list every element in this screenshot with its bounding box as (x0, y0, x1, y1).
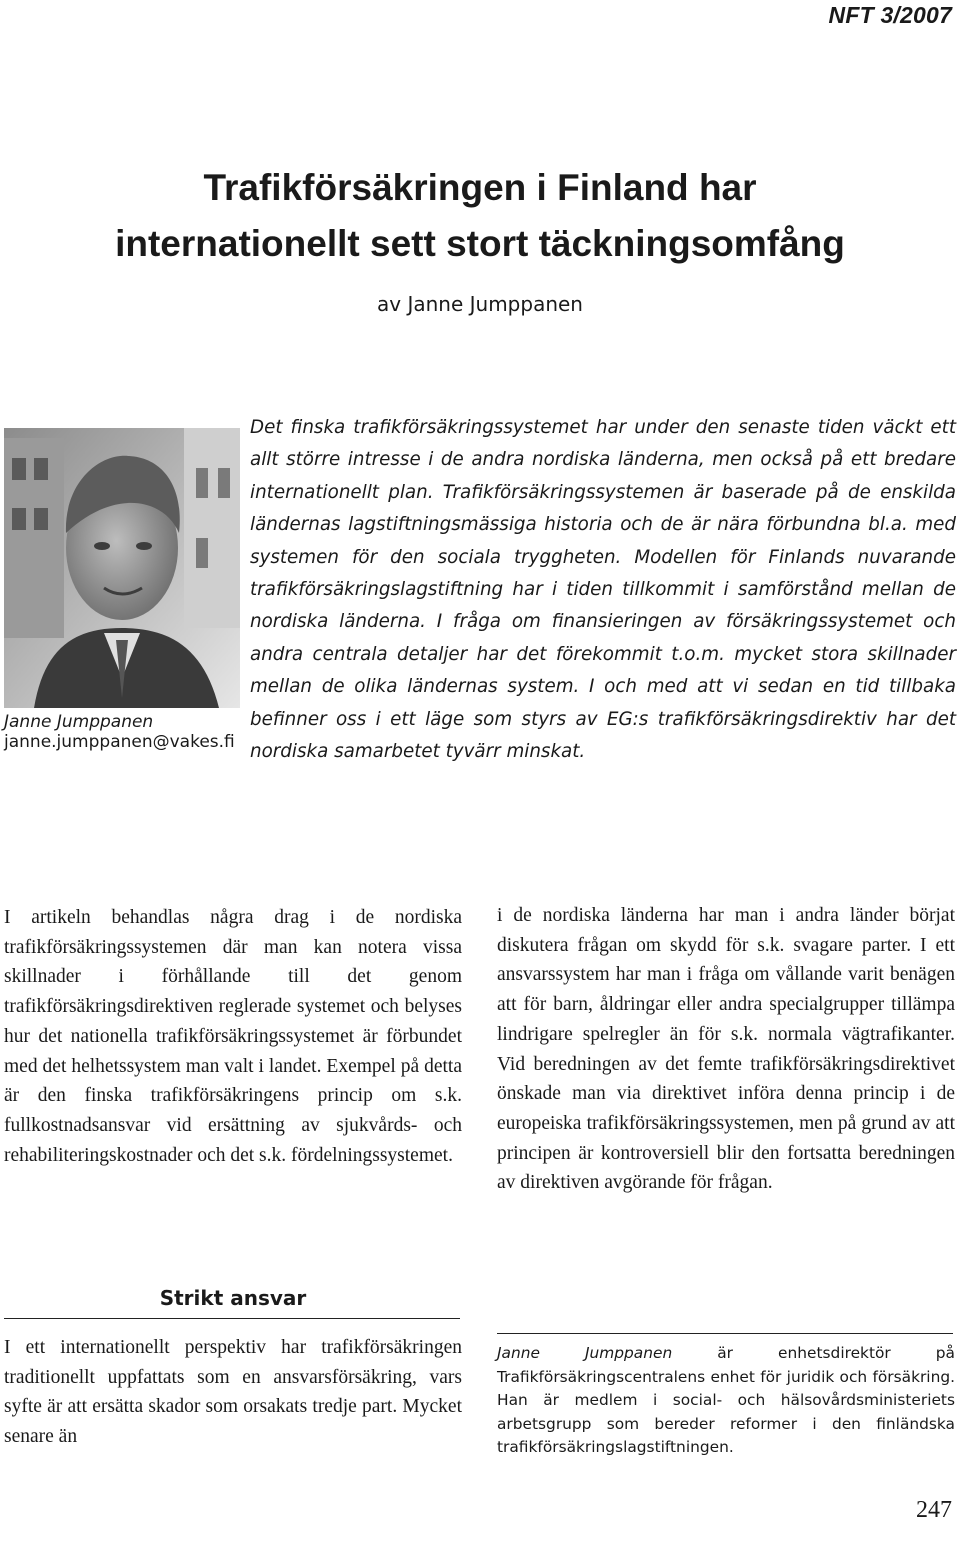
photo-caption (4, 712, 254, 752)
portrait-photo-icon (4, 428, 240, 708)
left-column-section (4, 1333, 462, 1452)
left-column-intro (4, 903, 462, 1170)
byline: av Janne Jumppanen (377, 292, 583, 316)
intro-paragraph: I artikeln behandlas några drag i de nordiska trafikförsäkringssystemen där man kan notera vissa skillnader i förhållande till det genom trafikförsäkringsdirektiven reglerade systemet och belyses hur det nationella trafikförsäkringssystemet är förbundet med det helhetssystem man valt i landet. Exempel på detta är den finska trafikförsäkringens princip om s.k. fullkostnadsansvar vid ersättning av sjukvårds- och rehabiliteringskostnader och det s.k. fördelningssystemet. (4, 907, 462, 1166)
bio-divider (497, 1333, 953, 1334)
title-line-1: Trafikförsäkringen i Finland har (203, 167, 757, 208)
section-divider (4, 1318, 460, 1319)
right-column (497, 901, 955, 1198)
article-title (0, 160, 960, 272)
bio-text: är enhetsdirektör på Trafikförsäkringscentralens enhet för juridik och försäkring. Han är medlem i social- och hälsovårdsministeriets arbetsgrupp som bereder reformer i den finländska trafikförsäkringslagstiftningen. (497, 1344, 955, 1456)
section-heading: Strikt ansvar (159, 1286, 307, 1310)
right-column-paragraph: i de nordiska länderna har man i andra länder börjat diskutera frågan om skydd för s.k. svagare parter. I ett ansvarssystem har man i fråga om vållande varit benägen att för barn, åldringar eller andra specialgrupper tillämpa lindrigare spelregler än för s.k. normala vägtrafikanter. Vid beredningen av det femte trafikförsäkringsdirektivet önskade man via direktivet införa denna princip i de europeiska trafikförsäkringssystemen, men på grund av att principen är kontroversiell blir den fortsatta beredningen av direktiven avgörande för frågan. (497, 905, 955, 1194)
author-photo (4, 428, 240, 708)
section-paragraph: I ett internationellt perspektiv har trafikförsäkringen traditionellt uppfattats som en ansvarsförsäkring, vars syfte är att ersätta skador som orsakats tredje part. Mycket senare än (4, 1337, 462, 1448)
caption-author-email[interactable]: janne.jumppanen@vakes.fi (4, 732, 235, 752)
lead-paragraph: Det finska trafikförsäkringssystemet har under den senaste tiden väckt ett allt större intresse i de andra nordiska länderna, men också på ett bredare internationellt plan. Trafikförsäkringssystemen är baserade på de enskilda ländernas lagstiftningsmässiga historia och de är nära förbundna bl.a. med systemen för den sociala tryggheten. Modellen för Finlands nuvarande trafikförsäkringslagstiftning har i tiden tillkommit i samförstånd mellan de nordiska länderna. I fråga om finansieringen av försäkringssystemet och andra centrala detaljer har det förekommit t.o.m. mycket stora skillnader mellan de olika ländernas system. I och med att vi sedan en tid tillbaka befinner oss i ett läge som styrs av EG:s trafikförsäkringsdirektiv har det nordiska samarbetet tyvärr minskat. (250, 417, 956, 763)
journal-issue: NFT 3/2007 (828, 2, 952, 28)
page-number: 247 (916, 1497, 952, 1523)
author-bio (497, 1342, 955, 1460)
caption-author-name: Janne Jumppanen (4, 712, 154, 732)
bio-author-name: Janne Jumppanen (497, 1344, 673, 1362)
title-line-2: internationellt sett stort täckningsomfång (115, 223, 845, 264)
